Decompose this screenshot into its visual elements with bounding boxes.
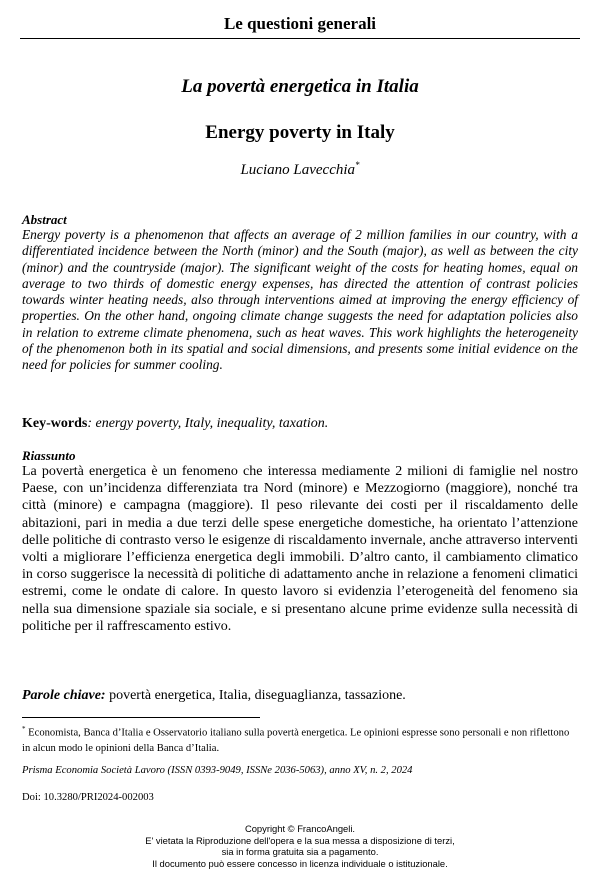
header-rule — [20, 38, 580, 39]
parole-chiave-text: povertà energetica, Italia, diseguaglianza, tassazione. — [105, 688, 406, 703]
footnote-rule — [22, 717, 260, 718]
journal-citation: Prisma Economia Società Lavoro (ISSN 0393-9049, ISSNe 2036-5063), anno XV, n. 2, 2024 — [22, 765, 413, 776]
riassunto-text: La povertà energetica è un fenomeno che interessa mediamente 2 milioni di famiglie nel nostro Paese, con un’incidenza differenziata tra Nord (minore) e Mezzogiorno (maggiore), nonché tra città (minore) e campagna (maggiore). Il peso rilevante dei costi per il riscaldamento delle abitazioni, pari in media a due terzi delle spese energetiche domestiche, ha orientato l’attenzione delle politiche di contrasto verso le esigenze di riscaldamento invernale, anche attraverso interventi volti a migliorare l’efficienza energetica degli immobili. D’altro canto, il cambiamento climatico in corso suggerisce la necessità di politiche di adattamento anche in relazione a fenomeni climatici estremi, come le ondate di calore. In questo lavoro si evidenzia l’eterogeneità del fenomeno sia nella sua dimensione spaziale sia sociale, e si presentano alcune prime evidenze sulla necessità di politiche per il raffrescamento estivo. — [22, 464, 578, 634]
keywords-label: Key-words — [22, 416, 88, 431]
author-name: Luciano Lavecchia — [240, 162, 356, 178]
footnote-text: Economista, Banca d’Italia e Osservatorio italiano sulla povertà energetica. Le opinioni espresse sono personali e non riflettono in alcun modo le opinioni della Banca d’Italia. — [22, 727, 570, 754]
copyright-line-4: Il documento può essere concesso in licenza individuale o istituzionale. — [152, 857, 448, 869]
parole-chiave-label: Parole chiave: — [22, 688, 106, 703]
copyright-notice — [20, 823, 580, 869]
title-italian: La povertà energetica in Italia — [181, 76, 419, 97]
keywords-text: energy poverty, Italy, inequality, taxation. — [92, 416, 329, 431]
copyright-line-3: sia in forma gratuita sia a pagamento. — [221, 846, 379, 858]
copyright-line-2: E' vietata la Riproduzione dell'opera e la sua messa a disposizione di terzi, — [145, 834, 455, 846]
keywords-colon: : — [87, 416, 92, 431]
copyright-line-1: Copyright © FrancoAngeli. — [244, 823, 356, 834]
keywords-line — [22, 415, 578, 432]
author-line — [20, 160, 580, 179]
riassunto-heading: Riassunto — [22, 448, 76, 463]
doi-line: Doi: 10.3280/PRI2024-002003 — [22, 792, 154, 803]
footnote — [22, 722, 578, 756]
author-footnote-marker: * — [355, 160, 360, 170]
abstract-section — [22, 212, 578, 374]
abstract-heading: Abstract — [22, 212, 67, 227]
running-head: Le questioni generali — [223, 14, 377, 33]
parole-chiave-line — [22, 687, 578, 704]
title-english: Energy poverty in Italy — [205, 122, 395, 143]
riassunto-section — [22, 448, 578, 635]
abstract-text: Energy poverty is a phenomenon that affects an average of 2 million families in our country, with a differentiated incidence between the North (minor) and the South (major), as well as between the city (minor) and the countryside (major). The significant weight of the costs for heating homes, equal on average to two thirds of domestic energy expenses, has directed the attention of contrast policies towards winter heating needs, also through interventions aimed at improving the energy efficiency of properties. On the other hand, ongoing climate change suggests the need for adaptation policies also in relation to extreme climate phenomena, such as heat waves. This work highlights the heterogeneity of the phenomenon both in its spatial and social dimensions, and presents some initial evidence on the need for policies for summer cooling. — [22, 227, 578, 373]
footnote-marker: * — [22, 725, 26, 733]
